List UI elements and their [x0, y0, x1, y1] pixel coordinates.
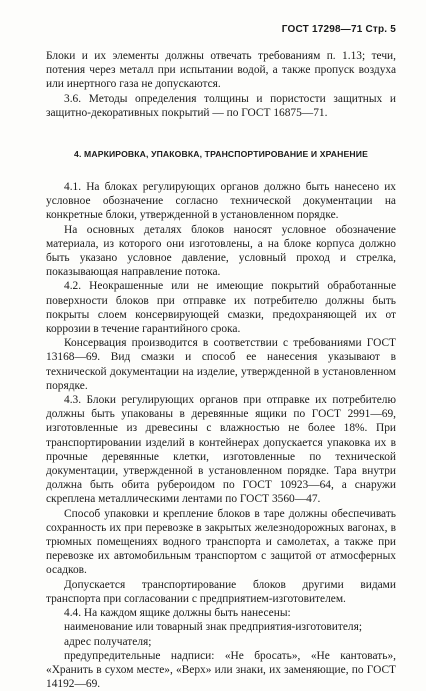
paragraph: 4.2. Неокрашенные или не имеющие покрытий обработанные поверхности блоков при отправке их потребителю должны быть покрыты слоем консервирующей смазки, предохраняющей их от коррозии в течение гарантийного срока. — [46, 280, 396, 336]
section-3-tail — [46, 49, 396, 120]
paragraph: наименование или товарный знак предприятия-изготовителя; — [64, 621, 363, 634]
paragraph: 3.6. Методы определения толщины и пористости защитных и защитно-декоративных покрытий — по ГОСТ 16875—71. — [46, 92, 396, 119]
paragraph: Блоки и их элементы должны отвечать требованиям п. 1.13; течи, потения через металл при испытании водой, а также пропуск воздуха или инертного газа не допускаются. — [46, 50, 396, 91]
page-header: ГОСТ 17298—71 Стр. 5 — [281, 24, 396, 35]
paragraph: предупредительные надписи: «Не бросать», «Не кантовать», «Хранить в сухом месте», «Верх» или знаки, их заменяющие, по ГОСТ 14192—69. — [46, 649, 396, 691]
paragraph: адрес получателя; — [64, 635, 152, 648]
paragraph: Допускается транспортирование блоков другими видами транспорта при согласовании с предприятием-изготовителем. — [46, 578, 396, 605]
paragraph: 4.1. На блоках регулирующих органов должно быть нанесено их условное обозначение согласно технической документации на конкретные блоки, утвержденной в установленном порядке. — [46, 181, 396, 222]
section-4-body — [46, 180, 396, 691]
section-title: 4. МАРКИРОВКА, УПАКОВКА, ТРАНСПОРТИРОВАНИЕ И ХРАНЕНИЕ — [74, 149, 368, 159]
paragraph: Способ упаковки и крепление блоков в таре должны обеспечивать сохранность их при перевозке в закрытых железнодорожных вагонах, в трюмных помещениях водного транспорта и самолетах, а также при перевозке их автомобильным транспортом с защитой от атмосферных осадков. — [46, 507, 396, 577]
paragraph: Консервация производится в соответствии с требованиями ГОСТ 13168—69. Вид смазки и способ ее нанесения указывают в технической документации на изделие, утвержденной в установленном порядке. — [46, 337, 396, 392]
paragraph: На основных деталях блоков наносят условное обозначение материала, из которого они изготовлены, а на блоке корпуса должно быть указано условное давление, условный проход и стрелка, показывающая направление потока. — [46, 223, 396, 279]
paragraph: 4.4. На каждом ящике должны быть нанесены: — [64, 607, 291, 620]
paragraph: 4.3. Блоки регулирующих органов при отправке их потребителю должны быть упакованы в деревянные ящики по ГОСТ 2991—69, изготовленные из древесины с влажностью не более 18%. При транспортировании изделий в контейнерах допускается упаковка их в прочные деревянные клетки, изготовленные по технической документации, утвержденной в установленном порядке. Тара внутри должна быть обита рубероидом по ГОСТ 10923—64, а снаружи скреплена металлическими лентами по ГОСТ 3560—47. — [46, 394, 396, 506]
